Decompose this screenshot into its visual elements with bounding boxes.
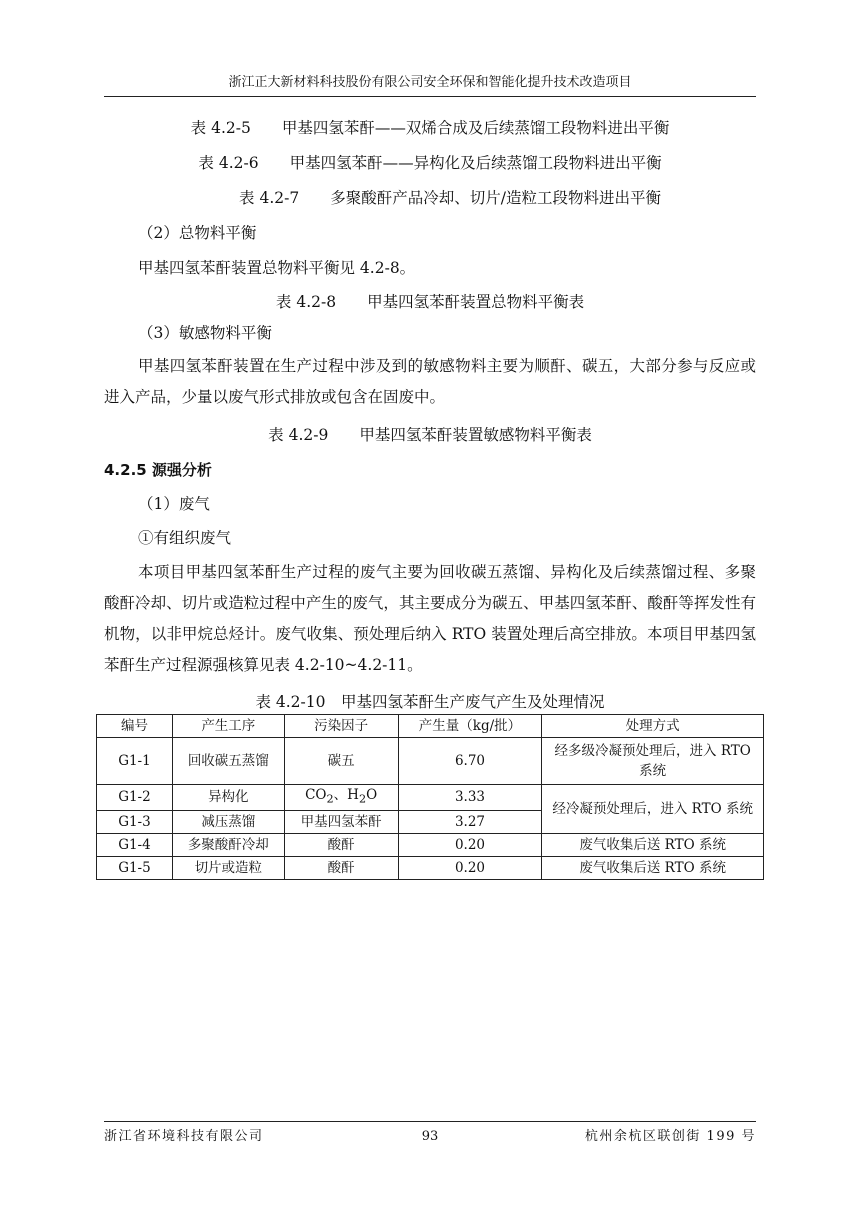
caption-table-4-2-6: 表 4.2-6 甲基四氢苯酐——异构化及后续蒸馏工段物料进出平衡: [198, 154, 662, 172]
caption-table-4-2-5: 表 4.2-5 甲基四氢苯酐——双烯合成及后续蒸馏工段物料进出平衡: [190, 119, 670, 137]
cell-treatment: 废气收集后送 RTO 系统: [542, 856, 764, 879]
cell-process: 减压蒸馏: [172, 810, 284, 833]
formula-subscript: 2: [326, 792, 334, 806]
cell-pollutant: 甲基四氢苯酐: [284, 810, 398, 833]
header-divider: [104, 96, 756, 97]
cell-amount: 3.33: [398, 785, 542, 811]
footer-company: 浙江省环境科技有限公司: [104, 1129, 264, 1144]
cell-id: G1-3: [97, 810, 173, 833]
page-number: 93: [421, 1129, 439, 1144]
cell-id: G1-1: [97, 738, 173, 785]
cell-pollutant: 碳五: [284, 738, 398, 785]
total-balance-text: 甲基四氢苯酐装置总物料平衡见 4.2-8。: [138, 259, 416, 277]
header-id: 编号: [97, 715, 173, 738]
cell-treatment: 废气收集后送 RTO 系统: [542, 833, 764, 856]
cell-amount: 0.20: [398, 833, 542, 856]
cell-treatment: 经多级冷凝预处理后，进入 RTO 系统: [542, 738, 764, 785]
header-treatment: 处理方式: [542, 715, 764, 738]
cell-process: 异构化: [172, 785, 284, 811]
cell-amount: 6.70: [398, 738, 542, 785]
formula-co: CO: [305, 787, 327, 803]
table-row: [97, 785, 764, 811]
sensitive-balance-heading: （3）敏感物料平衡: [138, 324, 272, 342]
footer-divider: [104, 1121, 756, 1122]
cell-process: 切片或造粒: [172, 856, 284, 879]
table-row: [97, 738, 764, 785]
sensitive-balance-text: 甲基四氢苯酐装置在生产过程中涉及到的敏感物料主要为顺酐、碳五，大部分参与反应或进入产品，少量以废气形式排放或包含在固废中。: [104, 357, 756, 406]
footer-address: 杭州余杭区联创街 199 号: [584, 1129, 756, 1144]
cell-pollutant: [284, 785, 398, 811]
total-balance-heading: （2）总物料平衡: [138, 224, 257, 242]
table-row: [97, 833, 764, 856]
header-amount: 产生量（kg/批）: [398, 715, 542, 738]
cell-process: 回收碳五蒸馏: [172, 738, 284, 785]
cell-id: G1-4: [97, 833, 173, 856]
page-header: 浙江正大新材料科技股份有限公司安全环保和智能化提升技术改造项目: [228, 75, 632, 90]
cell-pollutant: 酸酐: [284, 856, 398, 879]
cell-amount: 3.27: [398, 810, 542, 833]
caption-table-4-2-9: 表 4.2-9 甲基四氢苯酐装置敏感物料平衡表: [268, 426, 592, 444]
cell-pollutant: 酸酐: [284, 833, 398, 856]
cell-amount: 0.20: [398, 856, 542, 879]
section-heading: 4.2.5 源强分析: [104, 461, 212, 479]
header-pollutant: 污染因子: [284, 715, 398, 738]
cell-process: 多聚酸酐冷却: [172, 833, 284, 856]
organized-gas-heading: ①有组织废气: [138, 529, 232, 547]
waste-gas-text: 本项目甲基四氢苯酐生产过程的废气主要为回收碳五蒸馏、异构化及后续蒸馏过程、多聚酸酐冷却、切片或造粒过程中产生的废气，其主要成分为碳五、甲基四氢苯酐、酸酐等挥发性有机物，以非甲烷总烃计。废气收集、预处理后纳入 RTO 装置处理后高空排放。本项目甲基四氢苯酐生产过程源强核算见表 4.2-10~4.2-11。: [104, 563, 756, 674]
table-row: [97, 856, 764, 879]
formula-separator: 、H: [333, 787, 359, 803]
emission-table: [96, 714, 764, 880]
formula-o: O: [366, 787, 378, 803]
table-header-row: [97, 715, 764, 738]
cell-treatment: 经冷凝预处理后，进入 RTO 系统: [542, 785, 764, 834]
header-process: 产生工序: [172, 715, 284, 738]
formula-subscript: 2: [358, 792, 367, 806]
caption-table-4-2-10: 表 4.2-10 甲基四氢苯酐生产废气产生及处理情况: [255, 693, 605, 711]
cell-id: G1-5: [97, 856, 173, 879]
caption-table-4-2-7: 表 4.2-7 多聚酸酐产品冷却、切片/造粒工段物料进出平衡: [239, 189, 661, 207]
waste-gas-heading: （1）废气: [138, 495, 210, 513]
caption-table-4-2-8: 表 4.2-8 甲基四氢苯酐装置总物料平衡表: [275, 293, 585, 311]
cell-id: G1-2: [97, 785, 173, 811]
